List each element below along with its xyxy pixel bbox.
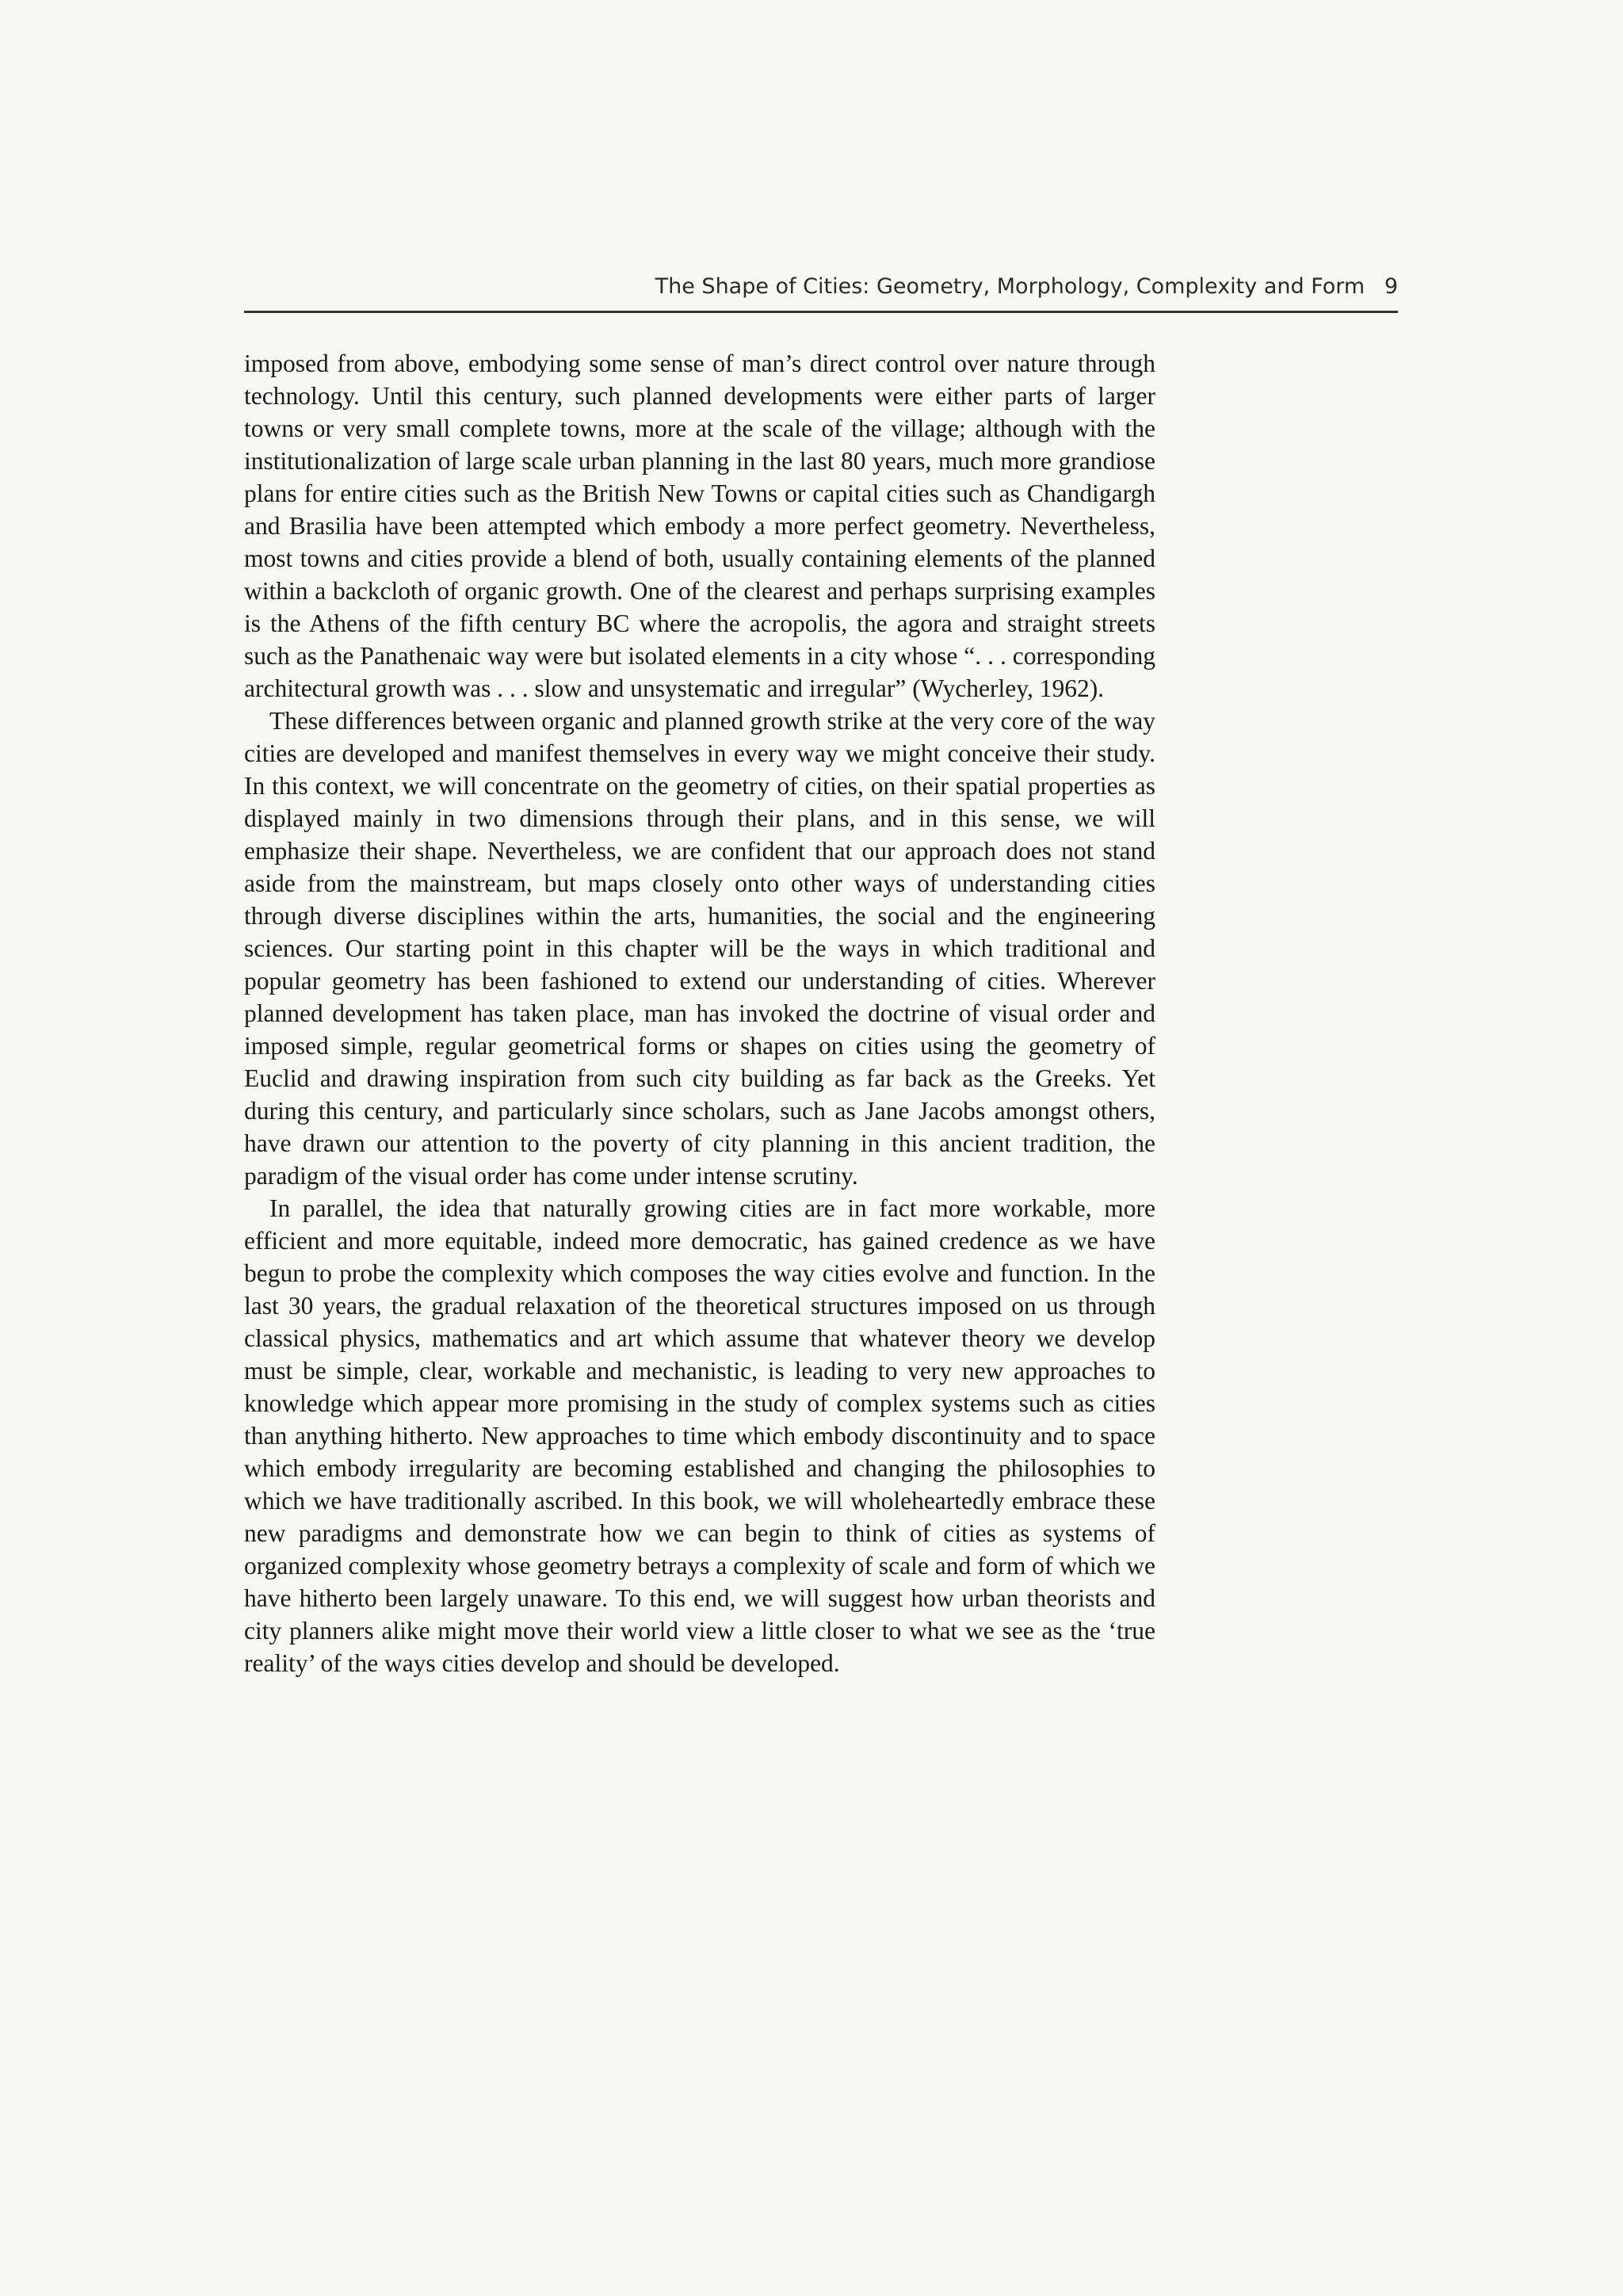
paragraph-3: In parallel, the idea that naturally growing cities are in fact more workable, more efficient and more equitable, indeed more democratic, has gained credence as we have begun to probe the complexity which composes the way cities evolve and function. In the last 30 years, the gradual relaxation of the theoretical structures imposed on us through classical physics, mathematics and art which assume that whatever theory we develop must be simple, clear, workable and mechanistic, is leading to very new approaches to knowledge which appear more promising in the study of complex systems such as cities than anything hitherto. New approaches to time which embody discontinuity and to space which embody irregularity are becoming established and changing the philosophies to which we have traditionally ascribed. In this book, we will wholeheartedly embrace these new paradigms and demonstrate how we can begin to think of cities as systems of organized complexity whose geometry betrays a complexity of scale and form of which we have hitherto been largely unaware. To this end, we will suggest how urban theorists and city planners alike might move their world view a little closer to what we see as the ‘true reality’ of the ways cities develop and should be developed. [244,1194,1155,1677]
body-text [244,347,1155,1679]
running-head [244,274,1398,306]
header-rule [244,311,1398,313]
paragraph-1: imposed from above, embodying some sense of man’s direct control over nature through technology. Until this century, such planned developments were either parts of larger towns or very small complete towns, more at the scale of the village; although with the institutionalization of large scale urban planning in the last 80 years, much more grandiose plans for entire cities such as the British New Towns or capital cities such as Chandigargh and Brasilia have been attempted which embody a more perfect geometry. Nevertheless, most towns and cities provide a blend of both, usually containing elements of the planned within a backcloth of organic growth. One of the clearest and perhaps surprising examples is the Athens of the fifth century BC where the acropolis, the agora and straight streets such as the Panathenaic way were but isolated elements in a city whose “. . . corresponding architectural growth was . . . slow and unsystematic and irregular” (Wycherley, 1962). [244,350,1155,702]
running-head-title: The Shape of Cities: Geometry, Morphology, Complexity and Form [655,274,1365,299]
page-number: 9 [1384,274,1398,299]
paragraph-2: These differences between organic and planned growth strike at the very core of the way cities are developed and manifest themselves in every way we might conceive their study. In this context, we will concentrate on the geometry of cities, on their spatial properties as displayed mainly in two dimensions through their plans, and in this sense, we will emphasize their shape. Nevertheless, we are confident that our approach does not stand aside from the mainstream, but maps closely onto other ways of understanding cities through diverse disciplines within the arts, humanities, the social and the engineering sciences. Our starting point in this chapter will be the ways in which traditional and popular geometry has been fashioned to extend our understanding of cities. Wherever planned development has taken place, man has invoked the doctrine of visual order and imposed simple, regular geometrical forms or shapes on cities using the geometry of Euclid and drawing inspiration from such city building as far back as the Greeks. Yet during this century, and particularly since scholars, such as Jane Jacobs amongst others, have drawn our attention to the poverty of city planning in this ancient tradition, the paradigm of the visual order has come under intense scrutiny. [244,707,1155,1190]
